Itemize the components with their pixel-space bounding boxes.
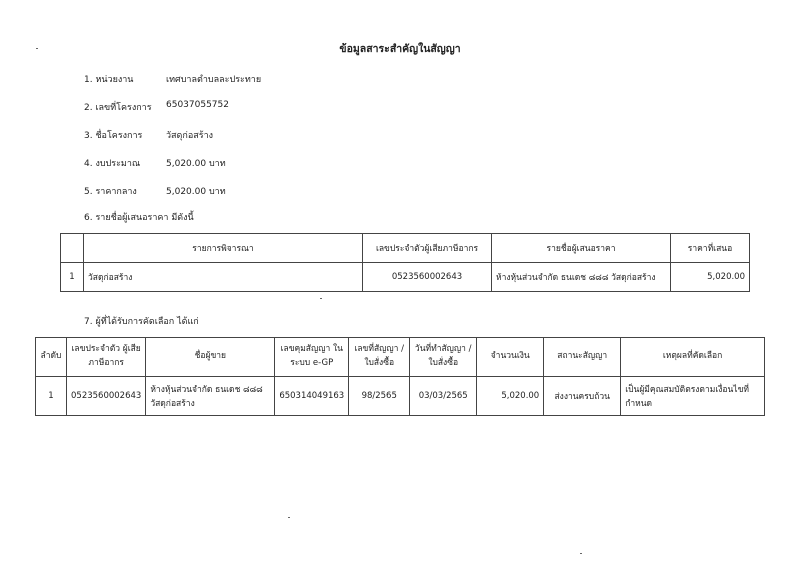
info-value: 5,020.00 บาท [166, 187, 226, 197]
bidders-table [60, 233, 750, 292]
table-cell: เป็นผู้มีคุณสมบัติตรงตามเงื่อนไขที่กำหนด [621, 377, 765, 416]
document-title: ข้อมูลสาระสำคัญในสัญญา [339, 43, 461, 55]
info-label: 4. งบประมาณ [84, 159, 141, 169]
table-header: ราคาที่เสนอ [671, 234, 750, 263]
info-row-agency [84, 72, 261, 86]
table-header: ชื่อผู้ขาย [146, 338, 275, 377]
info-label: 1. หน่วยงาน [84, 75, 134, 85]
info-value: 65037055752 [166, 100, 229, 110]
table-header: สถานะสัญญา [544, 338, 621, 377]
table-cell: วัสดุก่อสร้าง [84, 263, 363, 292]
table-cell: ส่งงานครบถ้วน [544, 377, 621, 416]
table-header: เลขที่สัญญา / ใบสั่งซื้อ [349, 338, 410, 377]
table-cell: ห้างหุ้นส่วนจำกัด ธนเดช ๘๘๘ วัสดุก่อสร้าง [492, 263, 671, 292]
table-row [61, 263, 750, 292]
scan-speck [320, 298, 322, 299]
table-cell: 0523560002643 [67, 377, 146, 416]
table-cell: 5,020.00 [671, 263, 750, 292]
info-label: 3. ชื่อโครงการ [84, 131, 143, 141]
section7-title: 7. ผู้ที่ได้รับการคัดเลือก ได้แก่ [84, 317, 199, 327]
table-header: เลขคุมสัญญา ในระบบ e-GP [275, 338, 349, 377]
table-row [36, 377, 765, 416]
table-header: วันที่ทำสัญญา / ใบสั่งซื้อ [410, 338, 477, 377]
table-header [61, 234, 84, 263]
scan-speck [288, 517, 290, 518]
table-header: รายชื่อผู้เสนอราคา [492, 234, 671, 263]
table-header: เลขประจำตัวผู้เสียภาษีอากร [363, 234, 492, 263]
section6-title: 6. รายชื่อผู้เสนอราคา มีดังนี้ [84, 213, 194, 223]
table-cell: 1 [61, 263, 84, 292]
table-header: จำนวนเงิน [477, 338, 544, 377]
table-cell: 03/03/2565 [410, 377, 477, 416]
info-label: 2. เลขที่โครงการ [84, 103, 152, 113]
info-value: 5,020.00 บาท [166, 159, 226, 169]
info-row-median-price [84, 184, 226, 198]
info-row-budget [84, 156, 226, 170]
table-header-row [36, 338, 765, 377]
info-row-project-name [84, 128, 213, 142]
info-value: เทศบาลตำบลละประทาย [166, 75, 262, 85]
selected-vendor-table [35, 337, 765, 416]
info-value: วัสดุก่อสร้าง [166, 131, 214, 141]
table-header: ลำดับ [36, 338, 67, 377]
table-header: รายการพิจารณา [84, 234, 363, 263]
table-header: เลขประจำตัว ผู้เสียภาษีอากร [67, 338, 146, 377]
table-header-row [61, 234, 750, 263]
scan-speck [580, 553, 582, 554]
scan-speck [36, 48, 38, 49]
table-cell: 0523560002643 [363, 263, 492, 292]
table-cell: 98/2565 [349, 377, 410, 416]
table-cell: 650314049163 [275, 377, 349, 416]
table-cell: 5,020.00 [477, 377, 544, 416]
table-cell: ห้างหุ้นส่วนจำกัด ธนเดช ๘๘๘ วัสดุก่อสร้าง [146, 377, 275, 416]
table-cell: 1 [36, 377, 67, 416]
table-header: เหตุผลที่คัดเลือก [621, 338, 765, 377]
info-label: 5. ราคากลาง [84, 187, 137, 197]
info-row-project-number [84, 100, 229, 114]
